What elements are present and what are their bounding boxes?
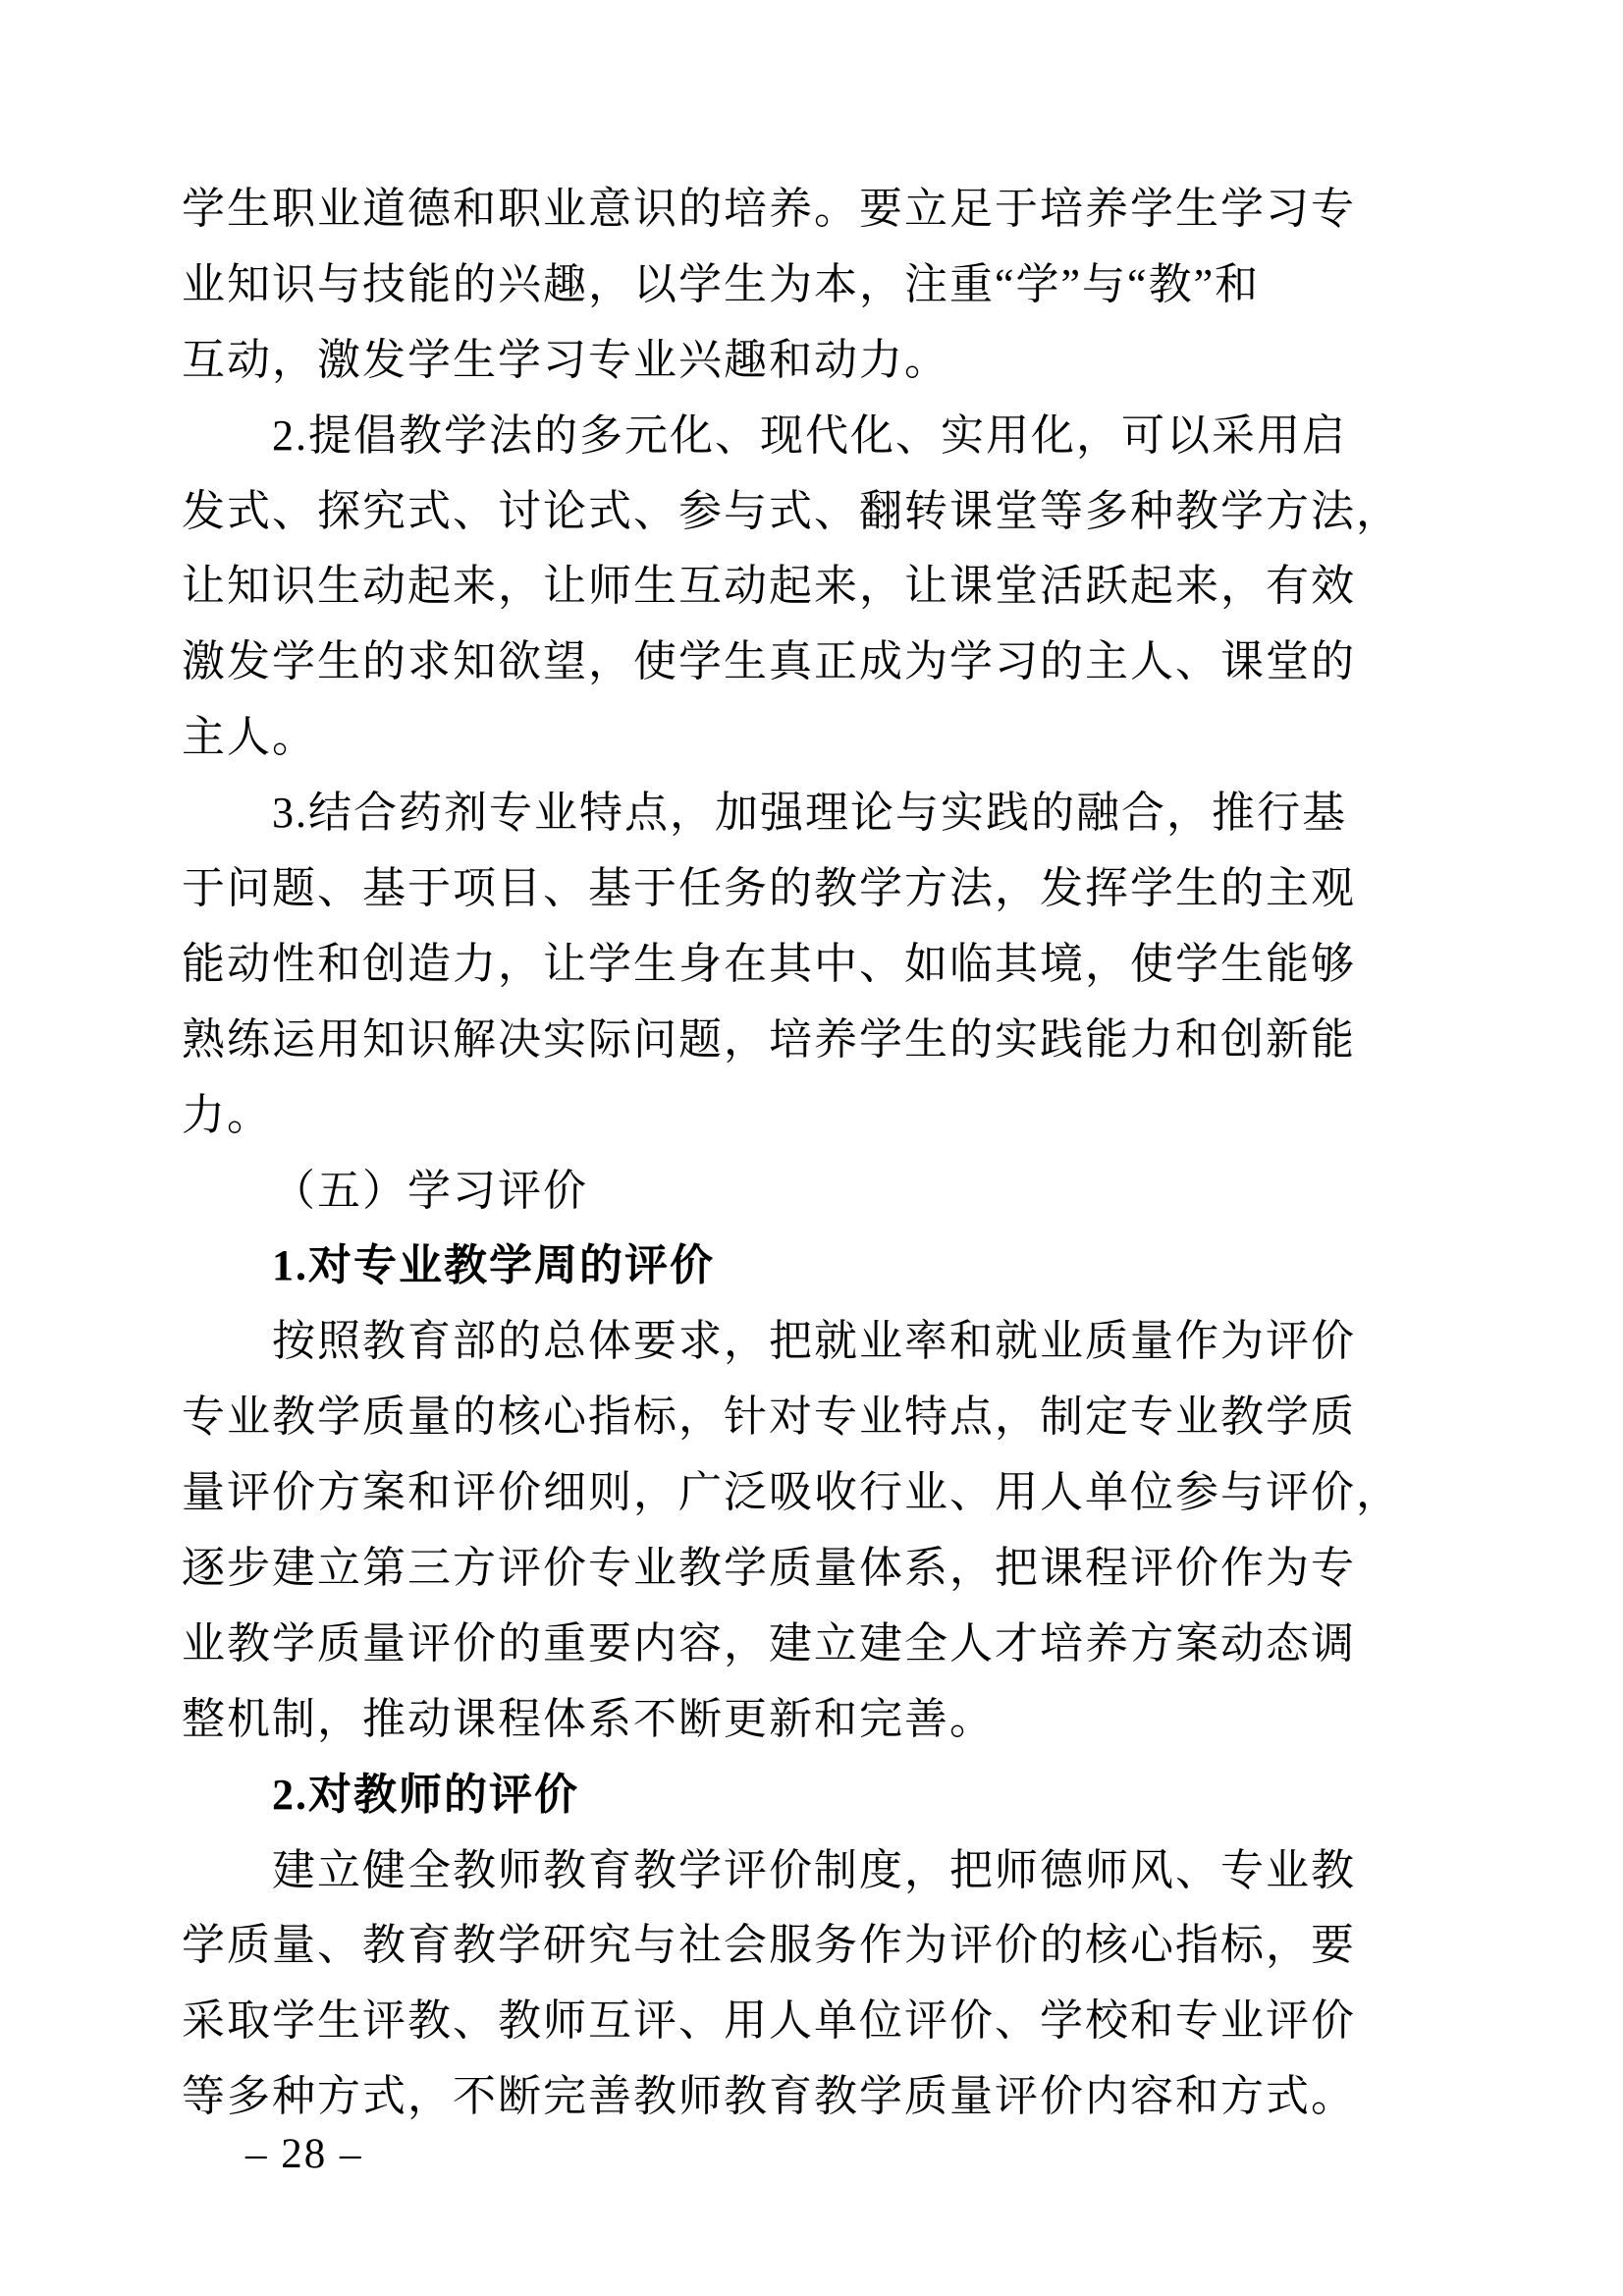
heading-line: （五）学习评价 (272, 1166, 588, 1215)
paragraph-pharmacy-practice (182, 776, 1365, 1153)
text-line: 于问题、基于项目、基于任务的教学方法，发挥学生的主观 (182, 864, 1356, 913)
text-line: 等多种方式，不断完善教师教育教学质量评价内容和方式。 (182, 2072, 1356, 2121)
heading-evaluation-of-teaching-week (182, 1229, 1365, 1304)
text-line: 2.提倡教学法的多元化、现代化、实用化，可以采用启 (272, 410, 1347, 460)
text-line: 学质量、教育教学研究与社会服务作为评价的核心指标，要 (182, 1921, 1356, 1970)
heading-evaluation-of-teachers (182, 1758, 1365, 1833)
paragraph-teaching-interest (182, 172, 1365, 399)
text-line: 建立健全教师教育教学评价制度，把师德师风、专业教 (272, 1845, 1356, 1894)
text-line: 逐步建立第三方评价专业教学质量体系，把课程评价作为专 (182, 1544, 1356, 1593)
heading-line: 1.对专业教学周的评价 (272, 1241, 715, 1290)
document-body (182, 172, 1401, 2135)
page-number: – 28 – (245, 2131, 363, 2177)
text-line: 量评价方案和评价细则，广泛吸收行业、用人单位参与评价， (182, 1468, 1401, 1517)
text-line: 互动，激发学生学习专业兴趣和动力。 (182, 335, 949, 384)
text-line: 业知识与技能的兴趣，以学生为本，注重“学”与“教”和 (182, 259, 1261, 308)
paragraph-teacher-evaluation-system (182, 1833, 1365, 2136)
text-line: 能动性和创造力，让学生身在其中、如临其境，使学生能够 (182, 939, 1356, 988)
text-line: 力。 (182, 1090, 272, 1139)
text-line: 发式、探究式、讨论式、参与式、翻转课堂等多种教学方法， (182, 486, 1401, 535)
text-line: 采取学生评教、教师互评、用人单位评价、学校和专业评价 (182, 1996, 1356, 2046)
text-line: 按照教育部的总体要求，把就业率和就业质量作为评价 (272, 1317, 1356, 1366)
text-line: 整机制，推动课程体系不断更新和完善。 (182, 1694, 995, 1743)
text-line: 主人。 (182, 713, 317, 762)
paragraph-quality-evaluation-system (182, 1304, 1401, 1757)
text-line: 3.结合药剂专业特点，加强理论与实践的融合，推行基 (272, 789, 1347, 838)
text-line: 业教学质量评价的重要内容，建立建全人才培养方案动态调 (182, 1618, 1356, 1667)
text-line: 熟练运用知识解决实际问题，培养学生的实践能力和创新能 (182, 1014, 1356, 1064)
text-line: 激发学生的求知欲望，使学生真正成为学习的主人、课堂的 (182, 637, 1356, 686)
text-line: 学生职业道德和职业意识的培养。要立足于培养学生学习专 (182, 185, 1356, 233)
paragraph-teaching-methods (182, 399, 1401, 776)
text-line: 让知识生动起来，让师生互动起来，让课堂活跃起来，有效 (182, 562, 1356, 611)
text-line: 专业教学质量的核心指标，针对专业特点，制定专业教学质 (182, 1393, 1356, 1442)
section-heading-learning-evaluation (182, 1154, 1365, 1230)
heading-line: 2.对教师的评价 (272, 1770, 579, 1819)
